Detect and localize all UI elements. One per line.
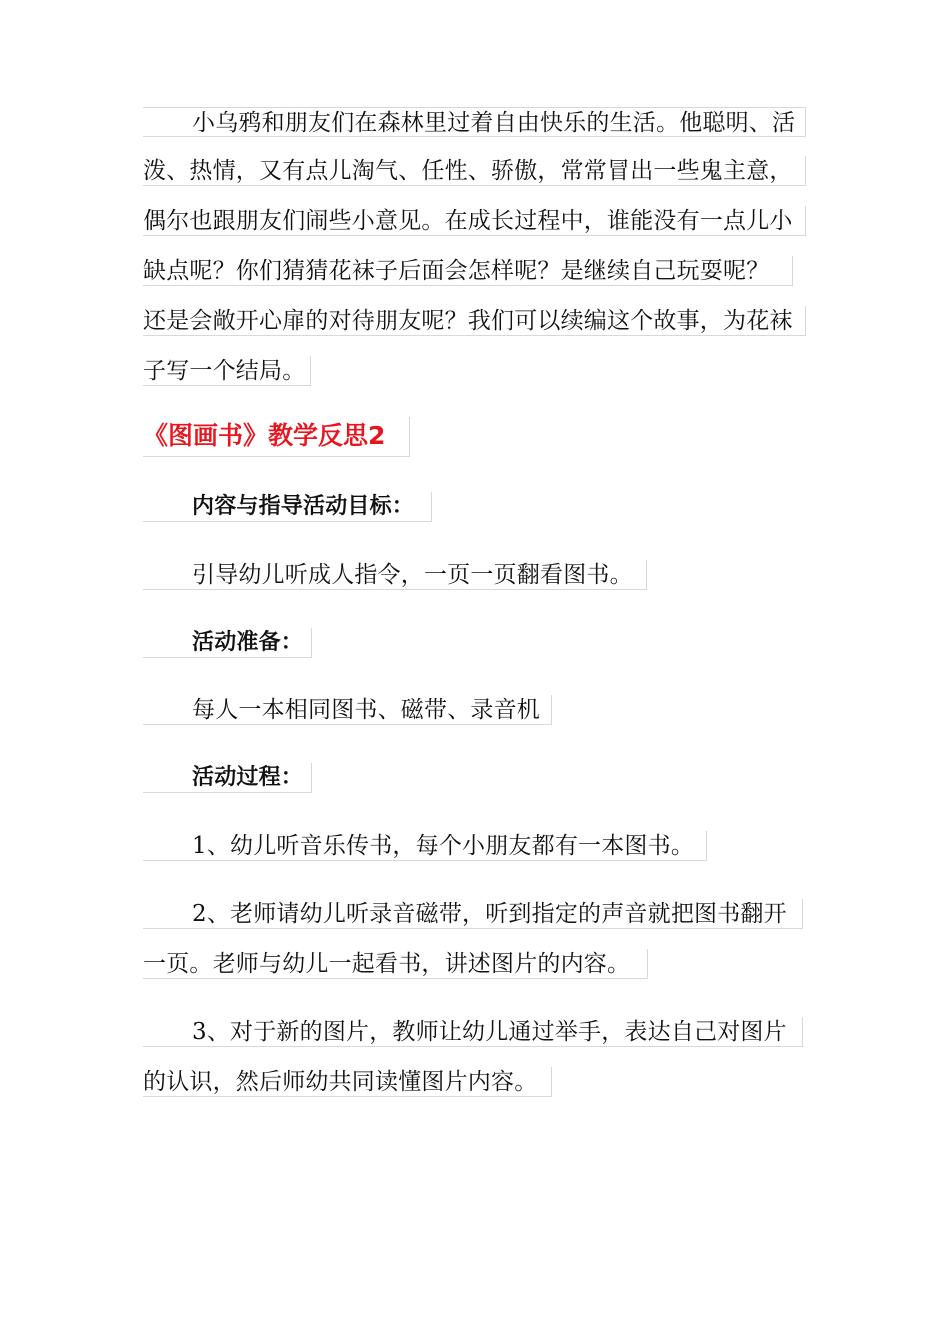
goal-text: 引导幼儿听成人指令，一页一页翻看图书。 — [143, 560, 647, 590]
section-title: 《图画书》教学反思2 — [143, 417, 410, 457]
prep-heading: 活动准备： — [143, 628, 312, 658]
intro-line-6: 子写一个结局。 — [143, 356, 311, 386]
goal-heading: 内容与指导活动目标： — [143, 492, 432, 522]
intro-line-4: 缺点呢？你们猜猜花袜子后面会怎样呢？是继续自己玩耍呢？ — [143, 256, 793, 286]
step-3-line-2: 的认识，然后师幼共同读懂图片内容。 — [143, 1067, 552, 1097]
step-2-line-1: 2、老师请幼儿听录音磁带，听到指定的声音就把图书翻开 — [143, 899, 803, 929]
prep-text: 每人一本相同图书、磁带、录音机 — [143, 695, 552, 725]
step-3-line-1: 3、对于新的图片，教师让幼儿通过举手，表达自己对图片 — [143, 1017, 803, 1047]
step-1: 1、幼儿听音乐传书，每个小朋友都有一本图书。 — [143, 831, 707, 861]
intro-line-5: 还是会敞开心扉的对待朋友呢？我们可以续编这个故事，为花袜 — [143, 306, 806, 336]
process-heading: 活动过程： — [143, 763, 312, 793]
step-2-line-2: 一页。老师与幼儿一起看书，讲述图片的内容。 — [143, 949, 648, 979]
intro-line-1: 小乌鸦和朋友们在森林里过着自由快乐的生活。他聪明、活 — [143, 107, 806, 137]
intro-line-3: 偶尔也跟朋友们闹些小意见。在成长过程中，谁能没有一点儿小 — [143, 206, 806, 236]
intro-line-2: 泼、热情，又有点儿淘气、任性、骄傲，常常冒出一些鬼主意， — [143, 156, 806, 186]
